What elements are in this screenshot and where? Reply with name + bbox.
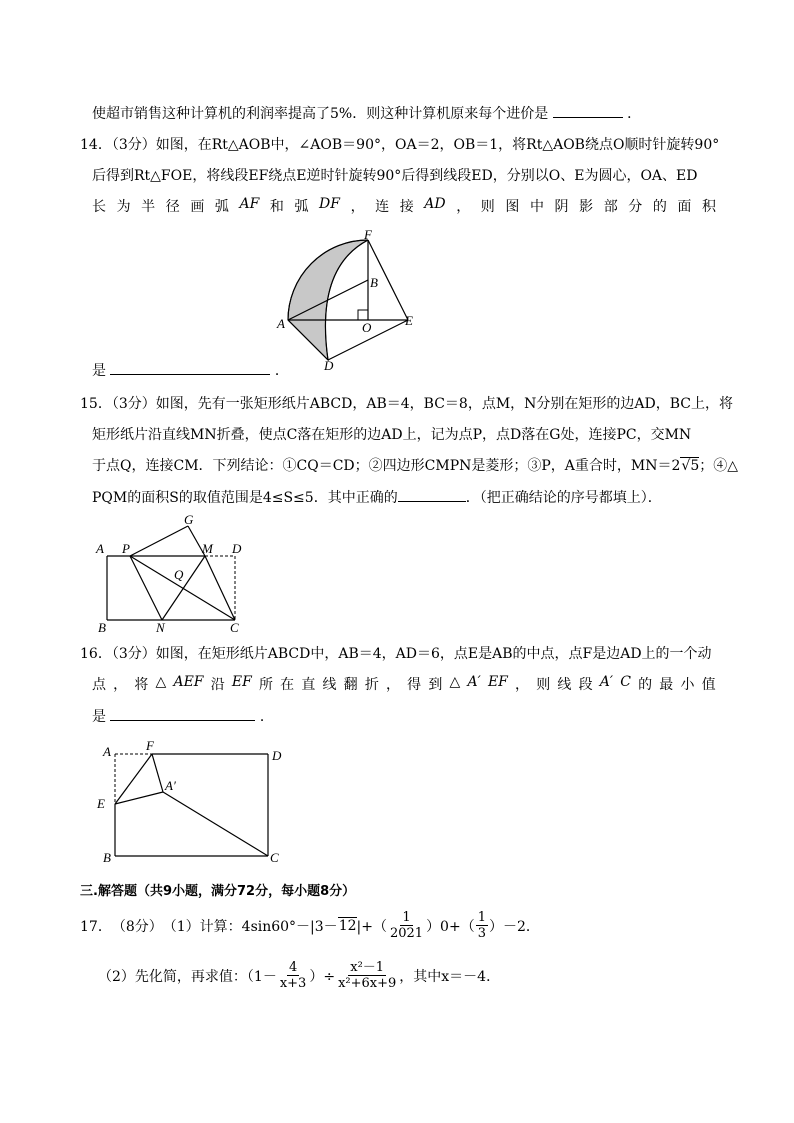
q13-line: 使超市销售这种计算机的利润率提高了5%．则这种计算机原来每个进价是 ． bbox=[92, 106, 642, 122]
q15-line4: PQM的面积S的取值范围是4≤S≤5．其中正确的 ．（把正确结论的序号都填上）． bbox=[92, 490, 662, 506]
label-o: O bbox=[362, 320, 372, 335]
label-a: A bbox=[96, 541, 104, 556]
q16-figure bbox=[95, 736, 295, 866]
q16-line1: 16．（3分）如图，在矩形纸片ABCD中，AB＝4，AD＝6，点E是AB的中点，点F是边AD上的一个动 bbox=[80, 646, 712, 662]
label-e: E bbox=[405, 313, 413, 328]
q14-line4: 是 ． bbox=[92, 363, 289, 379]
label-e: E bbox=[97, 796, 105, 811]
label-c: C bbox=[230, 620, 239, 635]
q17-part2: （2）先化简，再求值：（1－ $\frac{4}{x+3}$ ）÷ $\frac{\text{x²－1}}{\text{x²+6x+9}}$ ，其中x＝－4． bbox=[98, 960, 501, 991]
q15-line1: 15．（3分）如图，先有一张矩形纸片ABCD，AB＝4，BC＝8，点M，N分别在矩形的边AD，BC上，将 bbox=[80, 396, 733, 412]
q16-line2: 点 ， 将 △ AEF 沿 EF 所 在 直 线 翻 折 ， 得 到 △ A′ EF ， 则 线 段 A′ C 的 最 小 值 bbox=[92, 674, 716, 693]
label-n: N bbox=[156, 620, 165, 635]
label-b: B bbox=[98, 620, 106, 635]
label-a: A bbox=[103, 744, 111, 759]
label-f: F bbox=[146, 738, 154, 753]
q14-line1: 14．（3分）如图，在Rt△AOB中，∠AOB＝90°，OA＝2，OB＝1，将Rt△AOB绕点O顺时针旋转90° bbox=[80, 137, 720, 153]
q15-line2: 矩形纸片沿直线MN折叠，使点C落在矩形的边AD上，记为点P，点D落在G处，连接PC，交MN bbox=[92, 427, 692, 443]
q16-line3: 是 ． bbox=[92, 709, 274, 725]
q13-answer-blank[interactable] bbox=[553, 117, 623, 118]
label-m: M bbox=[202, 541, 213, 556]
q14-line2: 后得到Rt△FOE，将线段EF绕点E逆时针旋转90°后得到线段ED，分别以O、E为圆心，OA、ED bbox=[92, 168, 698, 184]
label-d: D bbox=[324, 358, 334, 373]
label-a: A bbox=[277, 316, 285, 331]
q14-figure bbox=[275, 228, 420, 373]
label-c: C bbox=[270, 850, 279, 865]
label-f: F bbox=[364, 228, 372, 242]
label-g: G bbox=[184, 512, 194, 527]
q15-figure bbox=[92, 510, 257, 635]
q15-line3: 于点Q，连接CM．下列结论：①CQ＝CD；②四边形CMPN是菱形；③P，A重合时，MN＝2√5；④△ bbox=[92, 458, 739, 474]
q14-answer-blank[interactable] bbox=[110, 374, 270, 375]
label-b: B bbox=[370, 275, 378, 290]
label-d: D bbox=[272, 748, 282, 763]
q16-answer-blank[interactable] bbox=[110, 720, 255, 721]
q14-line3: 长 为 半 径 画 弧 AF 和 弧 DF ， 连 接 AD ， 则 图 中 阴 影 部 分 的 面 积 bbox=[92, 196, 716, 215]
label-d: D bbox=[232, 541, 242, 556]
label-p: P bbox=[122, 541, 130, 556]
q17-part1: 17． （8分） （1）计算：4sin60°－|3－ 12 |+（ $\frac{1}{2021}$ ）0+（ $\frac{1}{3}$ ）－2． bbox=[80, 910, 540, 941]
label-a-prime: A′ bbox=[165, 778, 176, 793]
section3-title: 三.解答题（共9小题，满分72分，每小题8分） bbox=[80, 884, 356, 899]
label-b: B bbox=[103, 850, 111, 865]
label-q: Q bbox=[174, 567, 184, 582]
q15-answer-blank[interactable] bbox=[398, 501, 466, 502]
